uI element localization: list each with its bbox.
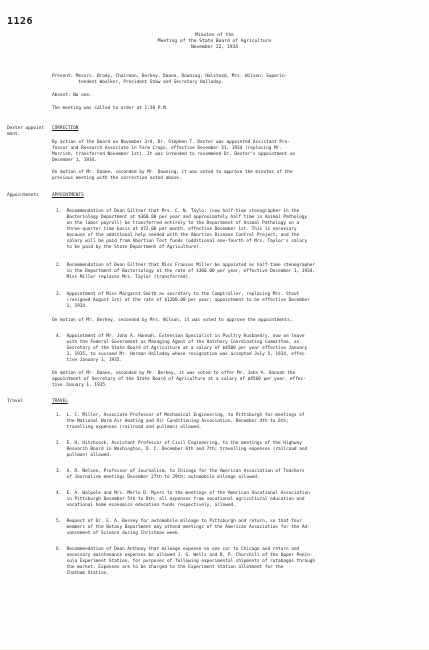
travel-3-line-1: 3. A. R. Nelson, Professor of Journalism, to Chicago for the American Association of Teachers [56, 469, 305, 474]
appointment-4-line-5: tive January 1, 1935. [56, 358, 123, 363]
margin-travel: Travel [7, 399, 23, 404]
travel-6-line-5: Chatham Station. [56, 571, 109, 576]
travel-6-line-1: 6. Recommendation of Dean Anthony that mileage expense on one car to Chicago and return and [56, 547, 300, 552]
travel-3-line-2: of Journalism meetings December 27th to 29th; automobile mileage allowed. [56, 475, 260, 480]
appointment-3-motion: On motion of Mr. Berkey, seconded by Mrs. Wilson, it was voted to approve the appointments. [52, 318, 293, 323]
appointment-3-line-1: 3. Appointment of Miss Margaret Smith as secretary to the Comptroller, replacing Mrs. Stout [56, 292, 300, 297]
appointment-1-line-4: three-quarter time basis at $72.00 per month, effective December 1st. This is necessary [56, 227, 297, 232]
appointments-heading: APPOINTMENTS [52, 193, 84, 198]
absent-line: Absent: No one. [52, 93, 92, 98]
margin-dexter-2: ment. [7, 132, 21, 137]
appointment-1-line-6: salary will be paid from Abortion Test funds (additional one-fourth of Mrs. Taylor's salary [56, 239, 308, 244]
travel-6-line-3: sula Experiment Station, for purposes of following experimental shipments of rutabagas through [56, 559, 316, 564]
appointment-2-line-1: 2. Recommendation of Dean Giltner that Miss Frances Miller be appointed as half-time stenographer [56, 263, 316, 268]
appointment-4-motion-3: tive January 1, 1935. [52, 383, 108, 388]
margin-appointments: Appointments [7, 193, 39, 198]
travel-5-line-2: members of the Botany Department may attend meetings of the American Association for the Ad- [56, 525, 310, 530]
travel-5-line-1: 5. Request of Dr. E. A. Bessey for automobile mileage to Pittsburgh and return, so that four [56, 519, 302, 524]
travel-4-line-2: in Pittsburgh December 5th to 8th; all expenses from vocational agricultural education and [56, 497, 305, 502]
margin-dexter-1: Dexter appoint [7, 126, 45, 131]
travel-2-line-2: Research Board in Washington, D. C. December 6th and 7th; travelling expenses (railroad and [56, 447, 308, 452]
correction-line-3: Morrish, transferred November 1st). It was intended to recommend Dr. Dexter's appointment on [52, 152, 296, 157]
appointment-3-line-3: 1, 1934. [56, 304, 88, 309]
present-line-1: Present: Messrs. Brody, Chairman, Berkey, Daane, Downing, Halstead, Mrs. Wilson; Superin- [52, 74, 288, 79]
appointment-1-line-5: because of the additional help needed with the Abortion Disease Control Project, and the [56, 233, 300, 238]
appointment-4-motion-1: On motion of Mr. Daane, seconded by Mr. Berkey, it was voted to offer Mr. John A. Hannah the [52, 371, 296, 376]
travel-1-line-3: travelling expenses (railroad and pullman) allowed. [56, 425, 202, 430]
travel-4-line-3: vocational home economics education funds respectively, allowed. [56, 503, 236, 508]
appointment-1-line-7: to be paid by the State Department of Agriculture). [56, 245, 202, 250]
travel-5-line-3: vancement of Science during Christmas week. [56, 531, 181, 536]
page-number: 1126 [7, 16, 34, 27]
appointment-1-line-1: 1. Recommendation of Dean Giltner that Mrs. C. N. Taylo: (now half-time stenographer in the [56, 209, 300, 214]
correction-line-4: December 1, 1934. [52, 158, 97, 163]
travel-4-line-1: 4. E. A. Walpole and Mrs. Merle D. Myers to the meetings of the American Vocational Association [56, 491, 310, 496]
correction-motion-1: On motion of Mr. Daane, seconded by Mr. Downing, it was voted to approve the minutes of the [52, 170, 293, 175]
appointment-2-line-3: Miss Miller replaces Mrs. Taylor (transferred). [56, 275, 191, 280]
travel-2-line-3: pullman) allowed. [56, 453, 112, 458]
correction-line-1: By action of the Board on November 3rd, Dr. Stephen T. Dexter was appointed Assistant Pro- [52, 140, 290, 145]
appointment-4-line-3: Secretary of the State Board of Agriculture at a salary of $4500 per year effective January [56, 346, 308, 351]
travel-2-line-1: 2. E. H. Hitchcock, Assistant Professor of Civil Engineering, to the meetings of the Highway [56, 441, 302, 446]
appointment-2-line-2: in the Department of Bacteriology at the rate of $360.00 per year, effective December 1, 1934. [56, 269, 316, 274]
header-line-1: Minutes of the [195, 33, 234, 38]
travel-6-line-2: necessary maintenance expenses be allowed J. G. Wells and R. P. Churchill of the Upper Penin- [56, 553, 313, 558]
travel-6-line-4: the market. Expenses are to be charged to the Experiment Station allotment for the [56, 565, 284, 570]
appointment-1-line-2: Bacteriology Department at $360.00 per year and approximately half time in Animal Pathology [56, 215, 308, 220]
correction-heading: CORRECTION [52, 126, 79, 131]
correction-motion-2: previous meeting with the correction noted above. [52, 176, 182, 181]
travel-1-line-2: the National Warm Air Heating and Air Conditioning Association, December 4th to 6th; [56, 419, 289, 424]
present-line-2: tendent Woolker, President Shaw and Secretary Halladay. [52, 80, 224, 85]
appointment-4-line-4: 1, 1935, to succeed Mr. Herman Halladay whose resignation was accepted July 5, 1934, effec- [56, 352, 308, 357]
appointment-1-line-3: on the labor payroll) be transferred entirely to the Department of Animal Pathology on a [56, 221, 300, 226]
correction-line-2: fessor and Research Associate in Farm Crops, effective December 31, 1934 (replacing Mr. [52, 146, 282, 151]
header-line-3: November 22, 1934 [190, 45, 239, 50]
header-line-2: Meeting of the State Board of Agriculture [157, 39, 272, 44]
appointment-4-motion-2: appointment of Secretary of the State Board of Agriculture at a salary of $4500 per year, effec- [52, 377, 306, 382]
appointment-3-line-2: (resigned August 1st) at the rate of $1200.00 per year; appointment to be effective December [56, 298, 310, 303]
appointment-4-line-2: with the Federal Government as Managing Agent of the Hatchery Coordinating Committee, as [56, 340, 300, 345]
called-line: The meeting was called to order at 1:30 P.M. [52, 106, 169, 111]
appointment-4-line-1: 4. Appointment of Mr. John A. Hannah, Extension Specialist in Poultry Husbandry, now on leave [56, 334, 305, 339]
travel-heading: TRAVEL [52, 399, 68, 404]
travel-1-line-1: 1. L. C. Miller, Associate Professor of Mechanical Engineering, to Pittsburgh for meetings of [56, 413, 305, 418]
